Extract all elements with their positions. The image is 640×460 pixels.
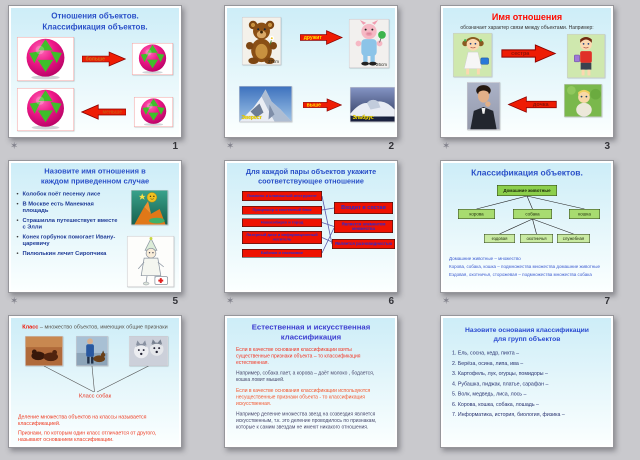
bigger-arrow-label: больше: [85, 56, 105, 62]
piglet-toy-image: [349, 19, 389, 68]
classification-basis-paragraph: Признаки, по которым один класс отличается от другого, называют основанием классификации.: [18, 430, 157, 443]
pair-box: Пианино и клавишный инструмент: [242, 191, 322, 201]
slide-thumbnail-10[interactable]: [440, 315, 614, 448]
tree-node: собака: [513, 209, 552, 219]
term-definition: – множество объектов, имеющих общие признаки: [39, 324, 168, 330]
list-item: • Конек горбунок помогает Ивану-царевичу: [16, 234, 120, 248]
tree-node: корова: [458, 209, 495, 219]
paragraph: Например деление множества звезд на созвездия является искусственным, т.к. это деление проводилось по признакам, которые к самим звездам не имеют никакого отношения.: [236, 411, 377, 430]
tree-node: кошка: [569, 209, 600, 219]
tree-notes: [449, 256, 600, 280]
list-item: 5. Волк, медведь, лиса, лось –: [452, 391, 527, 397]
paragraph: Если в качестве основания классификации используются несущественные признаки объекта - то классификация искусственная.: [236, 387, 371, 407]
classification-text: [236, 347, 387, 435]
daughter-arrow: [506, 96, 558, 113]
girl-cartoon-image: [453, 33, 492, 77]
paragraph: Например, собака лает, а корова – даёт молоко , бодается, кошка ловит мышей.: [236, 370, 375, 383]
animation-star-icon: ✶: [10, 296, 19, 307]
higher-arrow: [303, 98, 342, 112]
note-line: Домашние животные – множество: [449, 256, 521, 261]
big-ball-image-2: [17, 88, 74, 131]
slide-thumbnail-9[interactable]: [224, 315, 398, 448]
sister-arrow: [499, 44, 559, 63]
pair-box: Бабочка и насекомое: [242, 249, 322, 258]
animation-star-icon: ✶: [442, 141, 451, 152]
classification-groups-list: [452, 350, 607, 422]
kolobok-illustration: [131, 190, 168, 225]
slide9-title-line1: Естественная и искусственная: [251, 323, 371, 332]
slide-thumbnail-2[interactable]: [224, 5, 398, 138]
slide-thumbnail-8[interactable]: [8, 315, 182, 448]
paragraph: Если в качестве основания классификации взяты существенные признаки объекта – то классификация естественная.: [236, 347, 361, 366]
slide-thumbnail-3[interactable]: [440, 5, 614, 138]
big-ball-image: [17, 37, 74, 81]
smaller-arrow: [81, 104, 126, 120]
teddy-bear-image: [242, 17, 281, 65]
slide1-title-line2: Классификация объектов.: [42, 23, 148, 32]
slide-thumbnail-6[interactable]: [224, 160, 398, 293]
everest-photo: [239, 86, 292, 122]
pair-box: Процессор и системный блок: [242, 206, 322, 215]
slide-1-label: [8, 141, 182, 153]
slide-2-label: [224, 141, 398, 153]
slide5-title-line2: каждом приведенном случае: [40, 177, 150, 186]
relation-box: Входит в состав: [334, 202, 393, 214]
man-photo: [467, 82, 500, 130]
everest-label: Эверест: [241, 115, 262, 121]
term-class: Класс: [22, 324, 39, 330]
slide-number: 5: [172, 296, 178, 307]
pair-box: Новосибирск и город: [242, 219, 322, 228]
dogs-painting-photo: [25, 336, 63, 366]
animation-star-icon: ✶: [226, 296, 235, 307]
slide-thumbnail-7[interactable]: [440, 160, 614, 293]
smaller-arrow-label: меньше: [102, 109, 123, 115]
list-item: 2. Берёза, осина, липа, ива –: [452, 360, 524, 367]
list-item: 7. Информатика, история, биология, физика –: [452, 411, 565, 418]
note-line: Корова, собака, кошка – подмножества множества домашние животные: [449, 264, 601, 269]
slide-3-label: [440, 141, 614, 153]
slide6-title-line2: соответствующее отношение: [258, 177, 364, 186]
note-line: Ездовая, охотничья, сторожевая – подмножества множества собака: [449, 272, 592, 277]
slide6-title-line1: Для каждой пары объектов укажите: [245, 168, 377, 176]
list-item: • Колобок поёт песенку лисе: [16, 191, 120, 198]
slide-number: 2: [388, 141, 394, 152]
slide-number: 7: [604, 296, 610, 307]
classification-paragraph: Деление множества объектов на классы называется классификацией.: [18, 414, 147, 427]
slide9-title-line2: классификация: [280, 333, 342, 342]
slide3-subtitle: обозначает характер связи между объектами. Например:: [460, 25, 594, 31]
small-ball-image-2: [134, 97, 173, 127]
list-item: 3. Картофель, лук, огурцы, помидоры –: [452, 370, 548, 377]
list-item: 4. Рубашка, пиджак, платье, сарафан –: [452, 380, 549, 387]
doctor-sketch-image: [127, 236, 174, 287]
small-ball-image: [132, 43, 173, 75]
shepherd-dog-photo: [76, 336, 108, 366]
animation-star-icon: ✶: [226, 141, 235, 152]
slide3-title: Имя отношения: [491, 12, 563, 22]
list-item: • В Москве есть Манежная площадь: [16, 201, 120, 215]
slide-number: 1: [172, 141, 178, 152]
list-item: • Страшилла путешествует вместе с Элли: [16, 217, 120, 231]
pair-box: Лазерный диск и информационный носитель: [242, 231, 322, 244]
huskies-photo: [129, 336, 168, 366]
slide10-title-line1: Назовите основания классификации: [465, 326, 589, 334]
animation-star-icon: ✶: [442, 296, 451, 307]
elbrus-photo: [350, 87, 395, 122]
friends-arrow-label: дружит: [303, 34, 322, 41]
slide-thumbnail-5[interactable]: [8, 160, 182, 293]
boy-cartoon-image: [567, 34, 605, 78]
little-girl-photo: [564, 84, 602, 117]
higher-arrow-label: выше: [306, 102, 321, 108]
slide-thumbnail-1[interactable]: [8, 5, 182, 138]
tree-node: охотничья: [520, 234, 553, 243]
tree-node: ездовая: [484, 234, 515, 243]
slide-7-label: [440, 296, 614, 308]
sister-arrow-label: сестра: [511, 50, 530, 57]
bear-size-caption: 27cm: [267, 59, 279, 64]
slide10-title-line2: для групп объектов: [493, 335, 561, 343]
animation-star-icon: ✶: [10, 141, 19, 152]
elbrus-label: Эльбрус: [352, 115, 374, 121]
bigger-arrow: [82, 51, 126, 67]
piglet-size-caption: 26cm: [375, 62, 387, 67]
tree-root-node: Домашние животные: [497, 185, 557, 196]
slide-6-label: [224, 296, 398, 308]
relation-box: Является элементом множества: [334, 220, 393, 233]
slide-5-label: [8, 296, 182, 308]
relation-examples-list: [16, 191, 120, 260]
relation-box: Является разновидностью: [332, 239, 395, 249]
slide5-title-line1: Назовите имя отношения в: [44, 167, 146, 176]
friends-arrow: [300, 30, 343, 45]
list-item: • Пилюлькин лечит Сиропчика: [16, 250, 120, 257]
slide-number: 3: [604, 141, 610, 152]
daughter-arrow-label: дочка: [532, 101, 549, 108]
list-item: 1. Ель, сосна, кедр, пихта –: [452, 350, 520, 356]
class-group-label: Класс собак: [78, 393, 112, 399]
slide7-title: Классификация объектов.: [471, 168, 583, 178]
slide-number: 6: [388, 296, 394, 307]
list-item: 6. Корова, кошка, собака, лошадь –: [452, 401, 539, 408]
tree-node: служебная: [557, 234, 590, 243]
slide1-title-line1: Отношения объектов.: [51, 12, 139, 21]
